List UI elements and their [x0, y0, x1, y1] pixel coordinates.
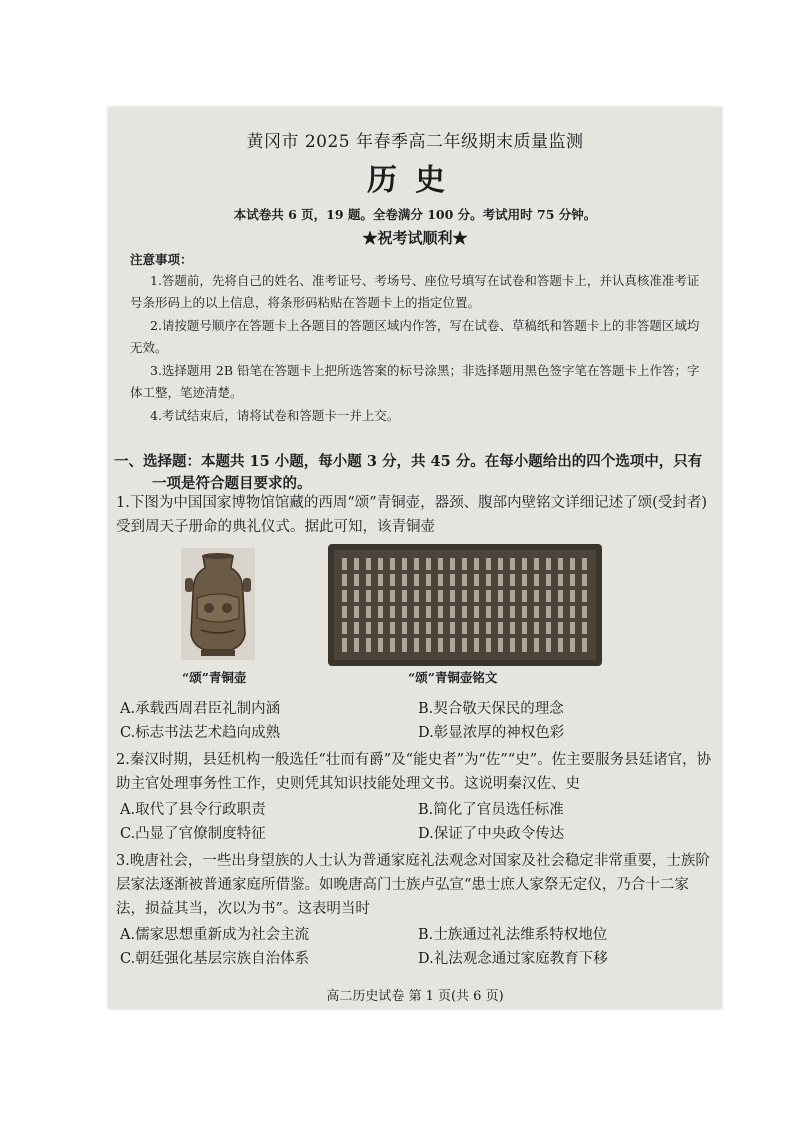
q2-option-a: A.取代了县令行政职责 — [120, 802, 266, 818]
page-footer: 高二历史试卷 第 1 页(共 6 页) — [326, 989, 504, 1004]
q2-option-c: C.凸显了官僚制度特征 — [120, 826, 266, 842]
note-item: 4.考试结束后，请将试卷和答题卡一并上交。 — [150, 408, 400, 423]
section-line-2: 一项是符合题目要求的。 — [152, 475, 312, 492]
q3-option-c: C.朝廷强化基层宗族自治体系 — [120, 951, 310, 967]
inscription-rubbing-image — [328, 544, 602, 666]
q1-option-b: B.契合敬天保民的理念 — [418, 701, 564, 717]
q3-option-a: A.儒家思想重新成为社会主流 — [120, 927, 310, 943]
section-heading — [114, 451, 714, 495]
exam-title: 黄冈市 2025 年春季高二年级期末质量监测 — [246, 132, 584, 152]
exam-meta: 本试卷共 6 页，19 题。全卷满分 100 分。考试用时 75 分钟。 — [233, 207, 597, 222]
q2-option-d: D.保证了中央政令传达 — [418, 826, 565, 842]
q1-option-d: D.彰显浓厚的神权色彩 — [418, 725, 565, 741]
question-3-stem: 3.晚唐社会，一些出身望族的人士认为普通家庭礼法观念对国家及社会稳定非常重要，士族阶层家法逐渐被普通家庭所借鉴。如晚唐高门士族卢弘宣“患士庶人家祭无定仪，乃合十二家法，损益其当，次以为书”。这表明当时 — [116, 853, 710, 917]
bronze-vessel-image — [181, 548, 255, 660]
q1-option-a: A.承载西周君臣礼制内涵 — [120, 701, 281, 717]
note-item: 3.选择题用 2B 铅笔在答题卡上把所选答案的标号涂黑；非选择题用黑色签字笔在答题卡上作答；字体工整，笔迹清楚。 — [130, 363, 700, 400]
question-1-stem: 1.下图为中国国家博物馆馆藏的西周“颂”青铜壶，器颈、腹部内壁铭文详细记述了颂(受封者)受到周天子册命的典礼仪式。据此可知，该青铜壶 — [116, 495, 707, 535]
note-item: 2.请按题号顺序在答题卡上各题目的答题区域内作答，写在试卷、草稿纸和答题卡上的非答题区域均无效。 — [130, 318, 700, 355]
q3-option-d: D.礼法观念通过家庭教育下移 — [418, 951, 608, 967]
q1-option-c: C.标志书法艺术趋向成熟 — [120, 725, 281, 741]
exam-sheet — [108, 107, 722, 1009]
q3-option-b: B.士族通过礼法维系特权地位 — [418, 927, 608, 943]
inscription-caption: “颂”青铜壶铭文 — [408, 670, 498, 685]
section-line-1: 一、选择题：本题共 15 小题，每小题 3 分，共 45 分。在每小题给出的四个选项中，只有 — [114, 453, 703, 470]
vessel-caption: “颂”青铜壶 — [182, 670, 247, 685]
good-luck-banner: ★祝考试顺利★ — [362, 229, 468, 247]
q2-option-b: B.简化了官员选任标准 — [418, 802, 564, 818]
subject-title: 历史 — [367, 163, 463, 198]
notes-title: 注意事项： — [130, 252, 193, 267]
question-2-stem: 2.秦汉时期，县廷机构一般选任“壮而有爵”及“能史者”为“佐”“史”。佐主要服务县廷诸官，协助主官处理事务性工作，史则凭其知识技能处理文书。这说明秦汉佐、史 — [116, 752, 712, 792]
note-item: 1.答题前，先将自己的姓名、准考证号、考场号、座位号填写在试卷和答题卡上，并认真核准准考证号条形码上的以上信息，将条形码粘贴在答题卡上的指定位置。 — [130, 273, 700, 310]
